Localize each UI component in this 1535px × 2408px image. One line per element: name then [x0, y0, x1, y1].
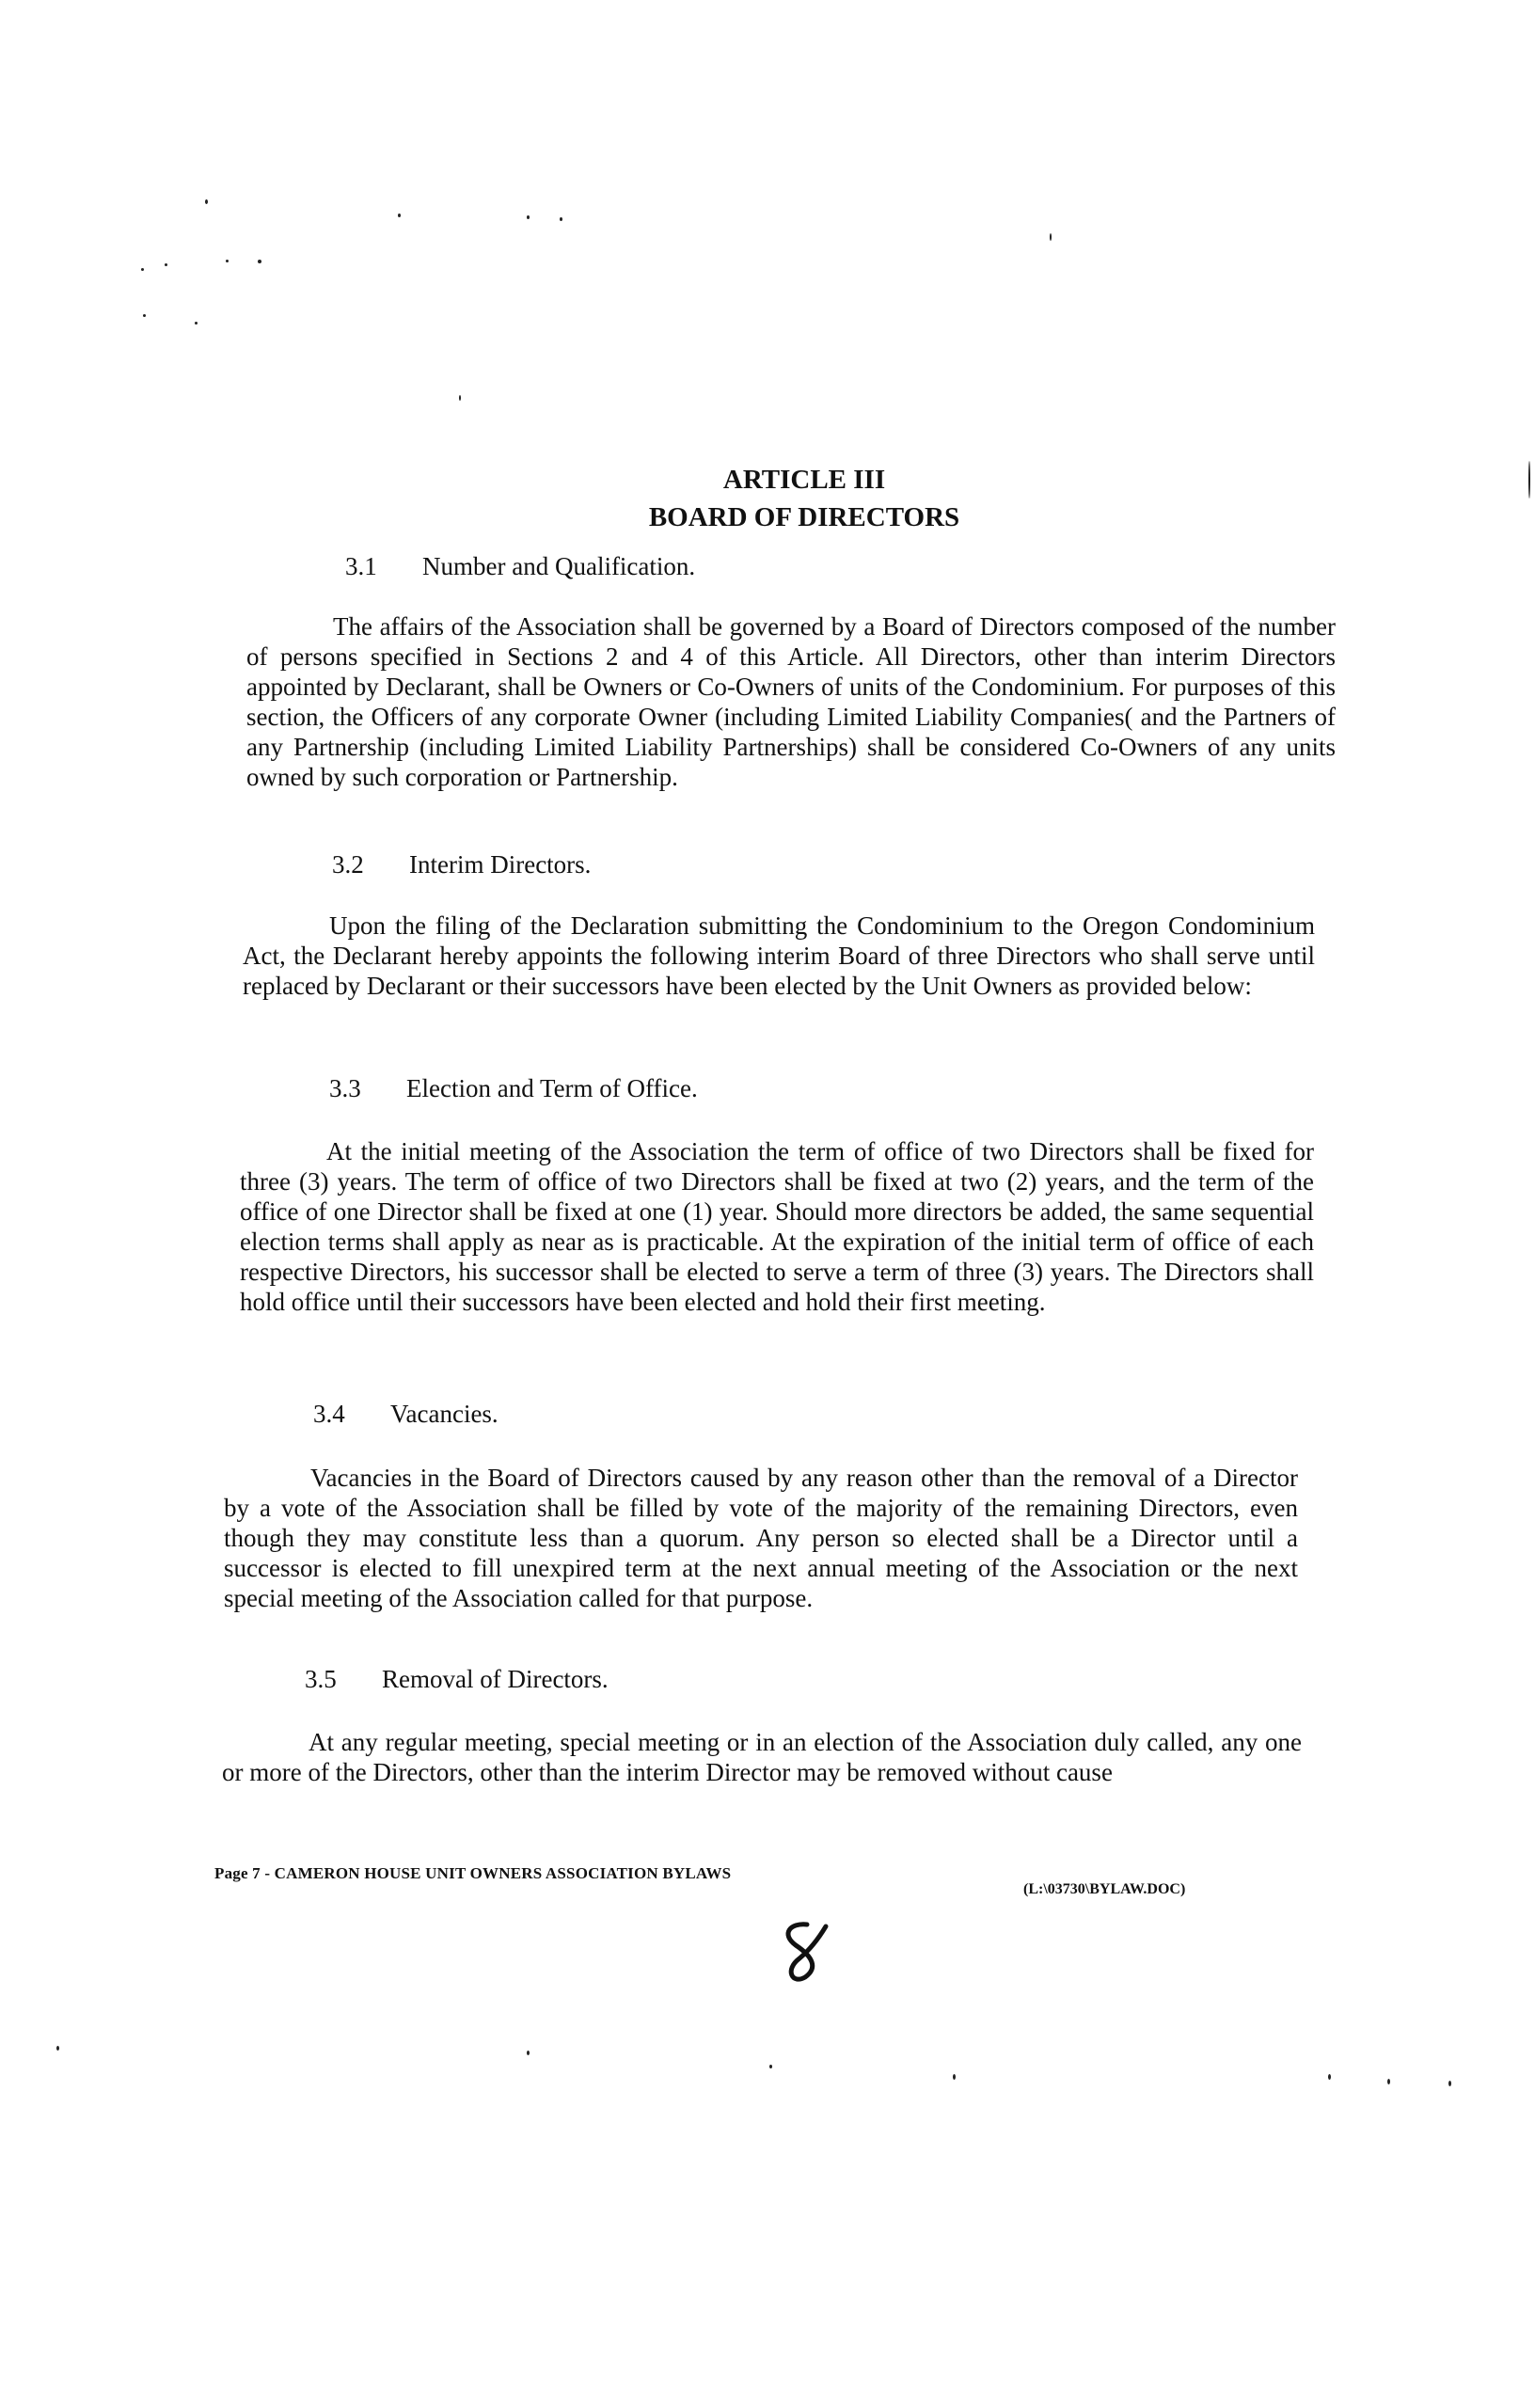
- article-title: ARTICLE III: [722, 465, 886, 495]
- section-heading: [305, 1663, 609, 1695]
- scan-speck: [258, 260, 261, 263]
- section-paragraph: The affairs of the Association shall be governed by a Board of Directors composed of the number of persons specified in Sections 2 and 4 of this Article. All Directors, other than interim Directors appointed by Declarant, shall be Owners or Co-Owners of units of the Condominium. For purposes of this section, the Officers of any corporate Owner (including Limited Liability Companies( and the Partners of any Partnership (including Limited Liability Partnerships) shall be considered Co-Owners of any units owned by such corporation or Partnership.: [246, 612, 1336, 791]
- scan-speck: [1387, 2079, 1390, 2084]
- section-paragraph: At the initial meeting of the Association the term of office of two Directors shall be fixed for three (3) years. The term of office of two Directors shall be fixed at two (2) years, and the term of the office of one Director shall be fixed at one (1) year. Should more directors be added, the same sequential election terms shall apply as near as is practicable. At the expiration of the initial term of office of each respective Directors, his successor shall be elected to serve a term of three (3) years. The Directors shall hold office until their successors have been elected and hold their first meeting.: [240, 1137, 1314, 1316]
- scan-speck: [143, 314, 146, 317]
- section-number: 3.2: [332, 850, 364, 879]
- section-number: 3.1: [345, 552, 377, 580]
- scan-speck: [226, 260, 229, 262]
- footer-page-label: Page 7 - CAMERON HOUSE UNIT OWNERS ASSOCIATION BYLAWS: [214, 1864, 732, 1882]
- section-title: Removal of Directors.: [382, 1665, 609, 1693]
- scan-speck: [769, 2065, 772, 2068]
- scan-speck: [527, 2051, 530, 2055]
- scan-speck: [56, 2046, 59, 2051]
- section-title: Election and Term of Office.: [406, 1074, 698, 1102]
- scan-speck: [1050, 233, 1052, 241]
- section-title: Interim Directors.: [409, 850, 592, 879]
- scan-speck: [165, 263, 167, 266]
- scan-speck: [205, 199, 208, 204]
- scan-speck: [953, 2074, 956, 2080]
- section-title: Number and Qualification.: [422, 552, 696, 580]
- scan-speck: [195, 322, 198, 325]
- scan-speck: [398, 214, 401, 217]
- footer-file-path: (L:\03730\BYLAW.DOC): [1023, 1881, 1186, 1897]
- section-number: 3.5: [305, 1665, 337, 1693]
- scan-speck: [141, 268, 144, 271]
- section-paragraph: Vacancies in the Board of Directors caused by any reason other than the removal of a Director by a vote of the Association shall be filled by vote of the majority of the remaining Directors, even though they may constitute less than a quorum. Any person so elected shall be a Director until a successor is elected to fill unexpired term at the next annual meeting of the Association or the next special meeting of the Association called for that purpose.: [224, 1464, 1298, 1612]
- article-subtitle: BOARD OF DIRECTORS: [648, 502, 960, 532]
- scan-speck: [1328, 2074, 1331, 2080]
- section-heading: [332, 848, 591, 880]
- section-paragraph: At any regular meeting, special meeting or in an election of the Association duly called, any one or more of the Directors, other than the interim Director may be removed without cause: [222, 1728, 1302, 1786]
- section-title: Vacancies.: [390, 1400, 498, 1428]
- scan-speck: [459, 395, 461, 401]
- section-heading: [313, 1398, 498, 1430]
- section-number: 3.3: [329, 1074, 361, 1102]
- section-paragraph: Upon the filing of the Declaration submitting the Condominium to the Oregon Condominium Act, the Declarant hereby appoints the following interim Board of three Directors who shall serve until replaced by Declarant or their successors have been elected by the Unit Owners as provided below:: [243, 911, 1315, 1000]
- article-heading: [0, 461, 1535, 536]
- scan-speck: [1448, 2081, 1451, 2086]
- section-heading: [345, 550, 695, 582]
- section-number: 3.4: [313, 1400, 345, 1428]
- section-heading: [329, 1072, 698, 1104]
- scan-speck: [560, 217, 562, 221]
- handwritten-page-number: [771, 1919, 837, 1985]
- scan-speck: [527, 215, 530, 219]
